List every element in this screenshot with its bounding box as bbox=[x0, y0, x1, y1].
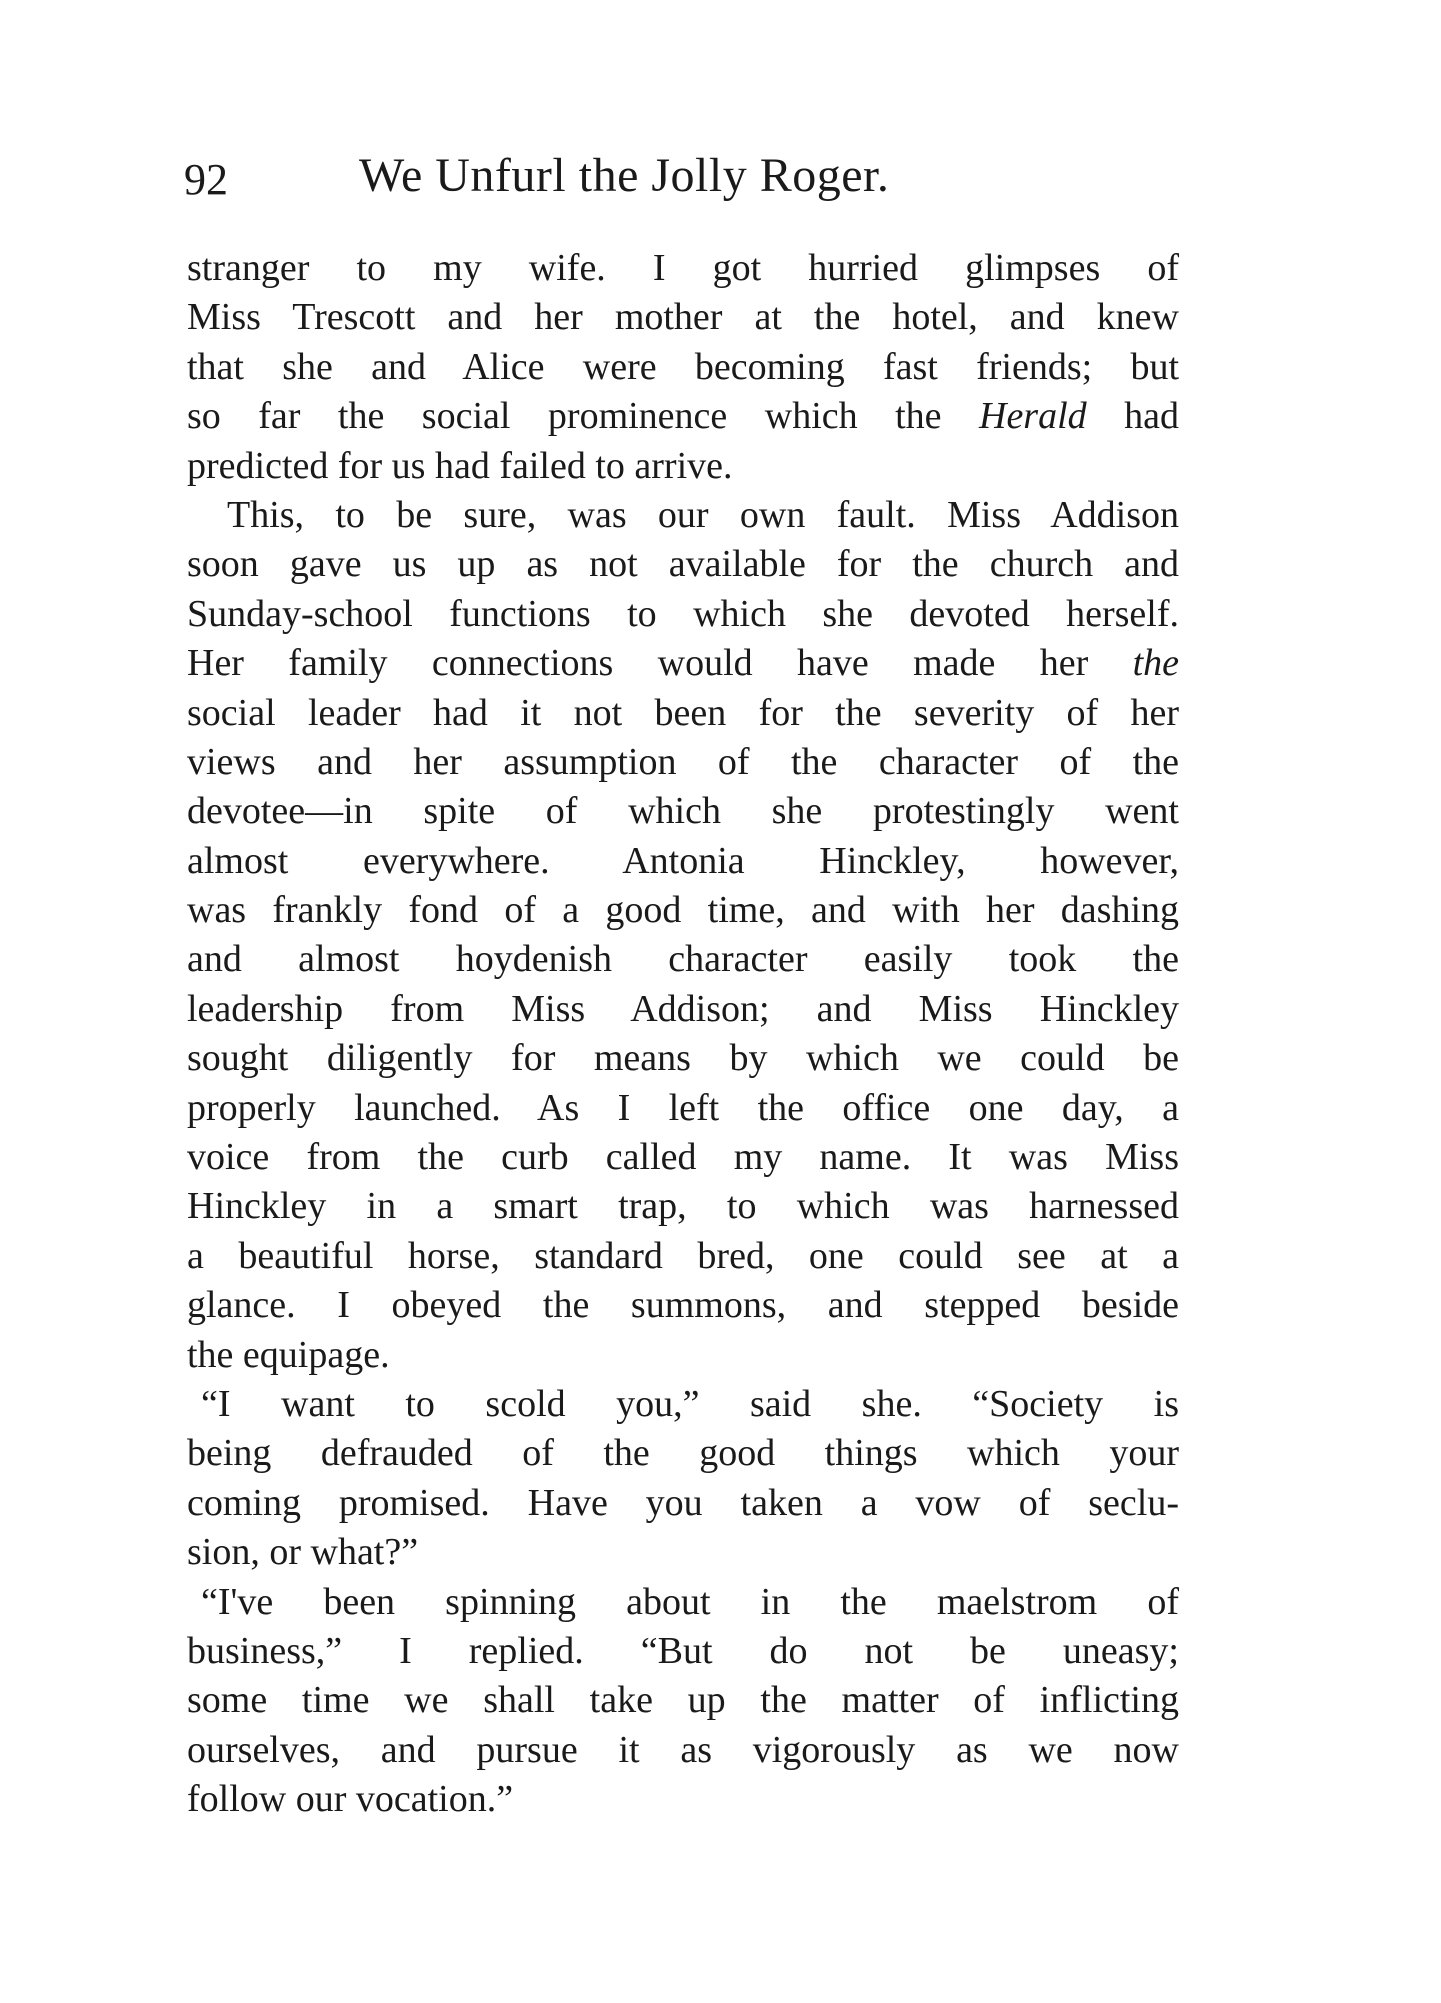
line-text: “I've been spinning about in the maelstrom of bbox=[201, 1580, 1179, 1623]
line-text: voice from the curb called my name. It was Miss bbox=[187, 1136, 1179, 1179]
line-text: a beautiful horse, standard bred, one could see at a bbox=[187, 1234, 1179, 1277]
text-line bbox=[187, 1331, 1179, 1380]
text-line bbox=[187, 787, 1179, 836]
line-text: so far the social prominence which the bbox=[187, 395, 979, 438]
text-line bbox=[187, 1133, 1179, 1182]
text-line bbox=[187, 1232, 1179, 1281]
text-line bbox=[187, 639, 1179, 688]
running-title: We Unfurl the Jolly Roger. bbox=[359, 149, 890, 202]
running-header bbox=[184, 148, 1184, 208]
line-text: devotee—in spite of which she protestingly went bbox=[187, 790, 1179, 833]
text-line bbox=[187, 1528, 1179, 1577]
italic-text: Herald bbox=[979, 395, 1087, 438]
line-text: Miss Trescott and her mother at the hotel, and knew bbox=[187, 296, 1179, 339]
text-line bbox=[187, 1726, 1179, 1775]
line-text: had bbox=[1086, 395, 1179, 438]
text-line bbox=[187, 935, 1179, 984]
line-text: Sunday-school functions to which she devoted herself. bbox=[187, 592, 1179, 635]
line-text: properly launched. As I left the office one day, a bbox=[187, 1086, 1179, 1129]
line-text: Hinckley in a smart trap, to which was harnessed bbox=[187, 1185, 1179, 1228]
text-line bbox=[187, 293, 1179, 342]
line-text: follow our vocation.” bbox=[187, 1778, 514, 1821]
line-text: views and her assumption of the character of the bbox=[187, 740, 1179, 783]
text-line bbox=[187, 1775, 1179, 1824]
text-line bbox=[187, 343, 1179, 392]
text-line bbox=[187, 491, 1179, 540]
line-text: glance. I obeyed the summons, and stepped beside bbox=[187, 1284, 1179, 1327]
page-number: 92 bbox=[184, 155, 228, 204]
italic-text: the bbox=[1132, 642, 1179, 685]
text-line bbox=[187, 1380, 1179, 1429]
text-line bbox=[187, 244, 1179, 293]
line-text: social leader had it not been for the severity of her bbox=[187, 691, 1179, 734]
page-body bbox=[187, 244, 1179, 1825]
text-line bbox=[187, 1281, 1179, 1330]
line-text: This, to be sure, was our own fault. Miss Addison bbox=[227, 493, 1179, 536]
line-text: that she and Alice were becoming fast friends; but bbox=[187, 345, 1179, 388]
line-text: Her family connections would have made her bbox=[187, 642, 1133, 685]
line-text: stranger to my wife. I got hurried glimpses of bbox=[187, 247, 1179, 289]
line-text: almost everywhere. Antonia Hinckley, however, bbox=[187, 839, 1179, 882]
text-line bbox=[187, 1429, 1179, 1478]
text-line bbox=[187, 590, 1179, 639]
text-line bbox=[187, 1479, 1179, 1528]
text-line bbox=[187, 738, 1179, 787]
line-text: soon gave us up as not available for the church and bbox=[187, 543, 1179, 586]
text-line bbox=[187, 1627, 1179, 1676]
line-text: business,” I replied. “But do not be uneasy; bbox=[187, 1629, 1179, 1672]
line-text: sought diligently for means by which we could be bbox=[187, 1037, 1179, 1080]
line-text: predicted for us had failed to arrive. bbox=[187, 444, 733, 487]
text-line bbox=[187, 1182, 1179, 1231]
text-line bbox=[187, 1676, 1179, 1725]
text-line bbox=[187, 985, 1179, 1034]
text-line bbox=[187, 1578, 1179, 1627]
text-line bbox=[187, 837, 1179, 886]
line-text: being defrauded of the good things which your bbox=[187, 1432, 1179, 1475]
line-text: coming promised. Have you taken a vow of seclu- bbox=[187, 1481, 1179, 1524]
text-line bbox=[187, 1084, 1179, 1133]
line-text: leadership from Miss Addison; and Miss Hinckley bbox=[187, 987, 1179, 1030]
line-text: the equipage. bbox=[187, 1333, 390, 1376]
line-text: “I want to scold you,” said she. “Society is bbox=[201, 1382, 1179, 1425]
text-line bbox=[187, 442, 1179, 491]
text-line bbox=[187, 689, 1179, 738]
text-line bbox=[187, 392, 1179, 441]
line-text: sion, or what?” bbox=[187, 1531, 419, 1574]
line-text: and almost hoydenish character easily took the bbox=[187, 938, 1179, 981]
line-text: ourselves, and pursue it as vigorously as we now bbox=[187, 1728, 1179, 1771]
text-line bbox=[187, 886, 1179, 935]
text-line bbox=[187, 540, 1179, 589]
text-line bbox=[187, 1034, 1179, 1083]
line-text: some time we shall take up the matter of inflicting bbox=[187, 1679, 1179, 1722]
line-text: was frankly fond of a good time, and with her dashing bbox=[187, 889, 1179, 932]
